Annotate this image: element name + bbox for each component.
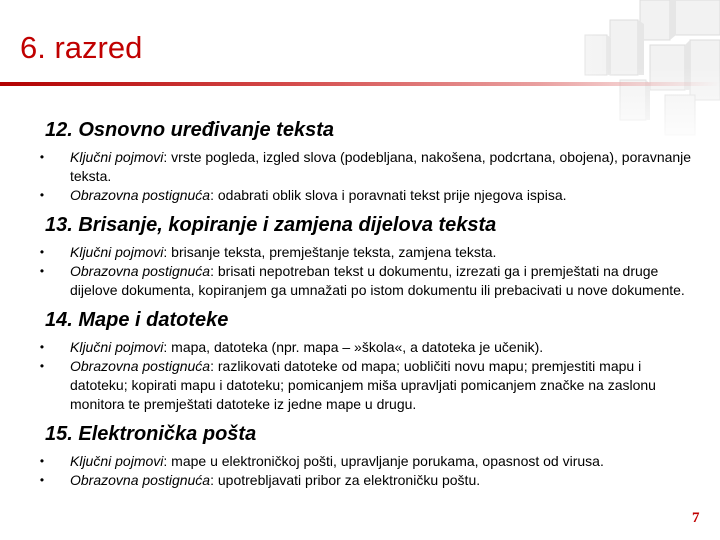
list-item [39,357,695,414]
bullet-icon: • [39,245,45,259]
bullet-icon: • [39,340,45,354]
item-term: Ključni pojmovi [70,453,164,469]
item-text: : vrste pogleda, izgled slova (podebljana, nakošena, podcrtana, obojena), poravnanje teksta. [70,149,692,184]
item-text: : mapa, datoteka (npr. mapa – »škola«, a datoteka je učenik). [163,339,544,355]
item-term: Obrazovna postignuća [70,472,211,488]
title-underline [0,82,720,86]
item-term: Ključni pojmovi [70,244,164,260]
list-item [39,471,695,490]
bullet-icon: • [39,454,45,468]
section-heading: 14. Mape i datoteke [45,309,229,331]
section-items [39,243,695,300]
list-item [39,338,695,357]
section-heading: 12. Osnovno uređivanje teksta [45,119,334,141]
section-items [39,148,695,205]
list-item [39,148,695,186]
bullet-icon: • [39,359,45,373]
item-text: : brisanje teksta, premještanje teksta, zamjena teksta. [163,244,497,260]
bullet-icon: • [39,188,45,202]
list-item [39,243,695,262]
page-number: 7 [692,510,700,526]
item-text: : mape u elektroničkoj pošti, upravljanje porukama, opasnost od virusa. [163,453,604,469]
section-13 [39,213,695,300]
item-text: : odabrati oblik slova i poravnati tekst prije njegova ispisa. [210,187,567,203]
section-items [39,452,695,490]
list-item [39,262,695,300]
item-term: Obrazovna postignuća [70,358,211,374]
section-12 [39,118,695,205]
item-term: Ključni pojmovi [70,149,164,165]
item-text: : razlikovati datoteke od mapa; uobličiti novu mapu; premjestiti mapu i datoteku; kopirati mapu i datoteku; pomicanjem miša upravljati pomicanjem značke na zaslonu monitora te premještati datoteke iz jedne mape u drugu. [70,358,656,412]
item-term: Obrazovna postignuća [70,187,211,203]
item-text: : upotrebljavati pribor za elektroničku poštu. [210,472,481,488]
item-text: : brisati nepotreban tekst u dokumentu, izrezati ga i premještati na druge dijelove dokumenta, kopiranjem ga umnažati po istom dokumentu ili prebacivati u nove dokumente. [70,263,685,298]
list-item [39,452,695,471]
item-term: Obrazovna postignuća [70,263,211,279]
section-heading: 15. Elektronička pošta [45,423,257,445]
bullet-icon: • [39,473,45,487]
section-15 [39,422,695,490]
bullet-icon: • [39,264,45,278]
slide-title: 6. razred [20,30,143,65]
list-item [39,186,695,205]
item-term: Ključni pojmovi [70,339,164,355]
section-heading: 13. Brisanje, kopiranje i zamjena dijelova teksta [45,214,497,236]
slide-content [39,118,695,490]
bullet-icon: • [39,150,45,164]
section-items [39,338,695,414]
section-14 [39,308,695,414]
